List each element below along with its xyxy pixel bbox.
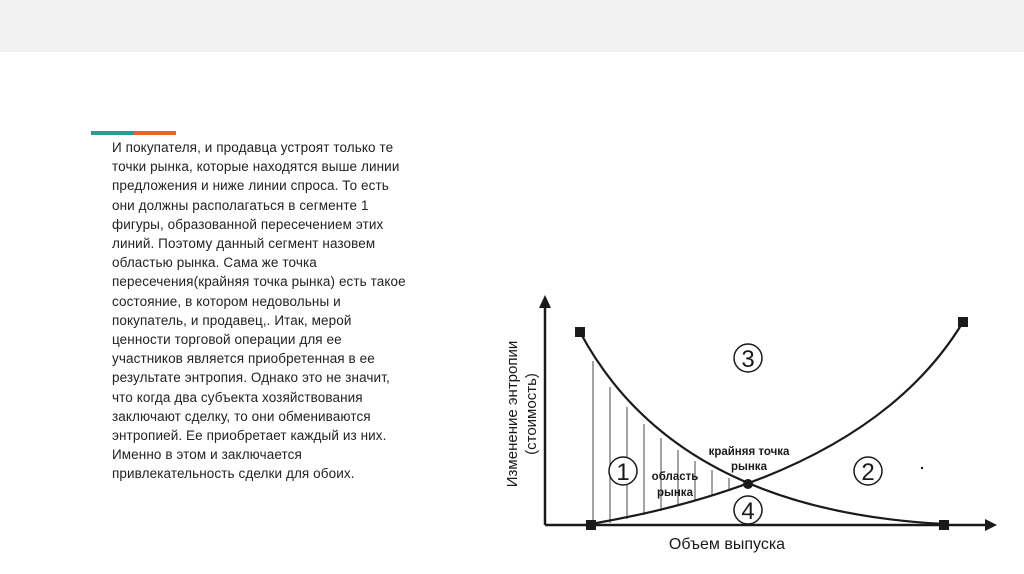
curve-endpoint-marker	[586, 520, 596, 530]
x-axis-label: Объем выпуска	[668, 536, 786, 553]
curve-endpoint-marker	[939, 520, 949, 530]
market-area-hatching	[593, 361, 729, 526]
accent-bar-orange	[134, 131, 176, 135]
curve-endpoint-marker	[575, 327, 585, 337]
svg-text:4: 4	[741, 498, 755, 525]
y-axis-label: Изменение энтропии	[504, 340, 521, 488]
svg-text:3: 3	[741, 346, 755, 373]
body-text: И покупателя, и продавца устроят только те точки рынка, которые находятся выше линии предложения и ниже линии спроса. То есть они должны располагаться в сегменте 1 фигуры, образованной пересечением этих линий. Поэтому данный сегмент назовем областью рынка. Сама же точка пересечения(крайняя точка рынка) есть такое состояние, в котором недовольны и покупатель, и продавец,. Итак, мерой ценности торговой операции для ее участников является приобретенная в ее результате энтропия. Однако это не значит, что когда два субъекта хозяйствования заключают сделку, то они обмениваются энтропией. Ее приобретает каждый из них. Именно в этом и заключается привлекательность сделки для обоих.	[112, 140, 406, 482]
point-label: крайняя точка	[708, 446, 790, 458]
entropy-market-diagram	[495, 288, 1005, 558]
region-marker-3	[734, 344, 762, 373]
region-marker-4	[734, 496, 762, 525]
intersection-point	[743, 479, 753, 489]
curve-endpoint-marker	[958, 317, 968, 327]
point-label: рынка	[731, 461, 767, 473]
y-axis-arrow	[539, 295, 551, 308]
x-axis-arrow	[985, 519, 997, 531]
svg-text:2: 2	[861, 459, 875, 486]
svg-text:1: 1	[616, 459, 630, 486]
region-marker-2	[854, 457, 882, 486]
top-band	[0, 0, 1024, 52]
area-label: область	[651, 471, 699, 483]
stray-dot	[921, 467, 923, 469]
y-axis-label: (стоимость)	[523, 373, 540, 455]
area-label: рынка	[657, 487, 693, 499]
region-marker-1	[609, 457, 637, 486]
accent-bar-teal	[91, 131, 134, 135]
